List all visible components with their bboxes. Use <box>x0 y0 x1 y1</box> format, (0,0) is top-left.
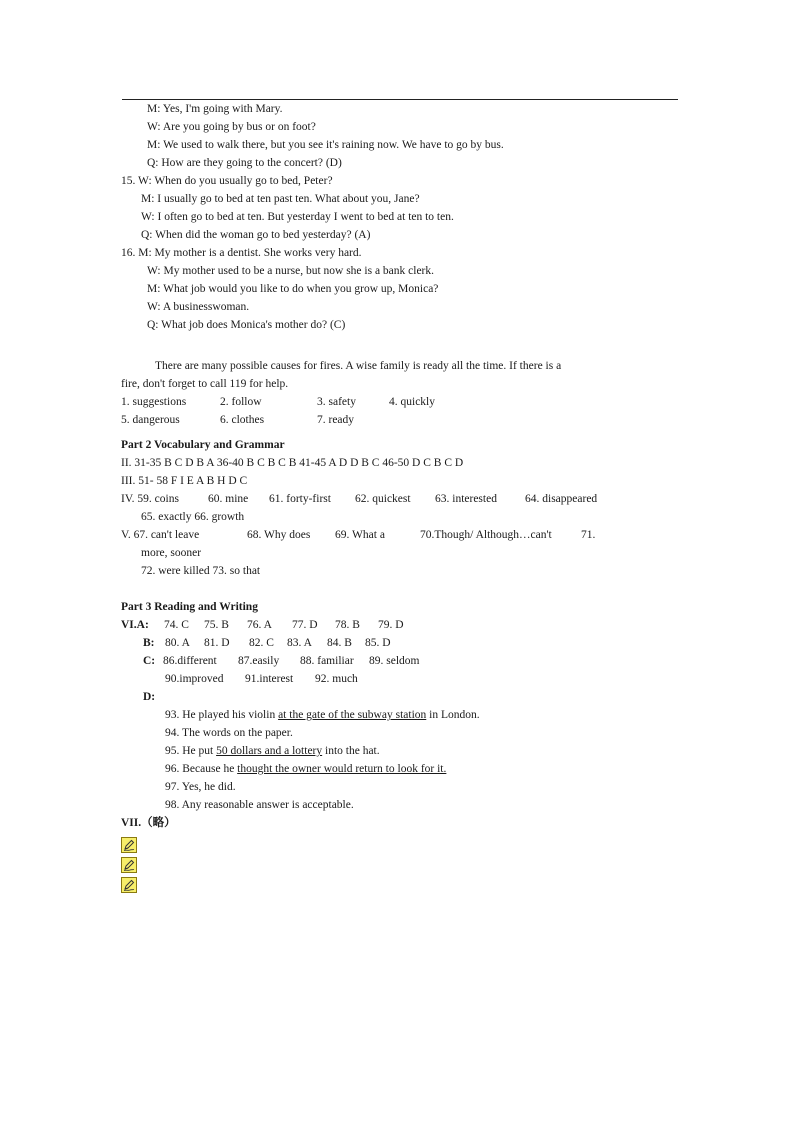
answer-95-tail: into the hat. <box>322 745 380 757</box>
dialogue16-line1: 16. M: My mother is a dentist. She works very hard. <box>121 247 362 259</box>
dialogue15-line3: W: I often go to bed at ten. But yesterday I went to bed at ten to ten. <box>141 211 454 223</box>
pencil-note-icon[interactable] <box>121 837 137 853</box>
d-label: D: <box>143 691 156 703</box>
part2-section-iv-row1 <box>121 492 611 506</box>
dialogue15-question: Q: When did the woman go to bed yesterday? (A) <box>141 229 371 241</box>
b-answer: 84. B <box>327 637 352 649</box>
via-label: VI.A: <box>121 619 149 631</box>
part2-section-ii: II. 31-35 B C D B A 36-40 B C B C B 41-45 A D D B C 46-50 D C B C D <box>121 457 464 469</box>
answer-95-text: 95. He put <box>165 745 217 757</box>
c-answer: 91.interest <box>245 673 294 685</box>
iv-answer: IV. 59. coins <box>121 493 179 505</box>
v-answer: 70.Though/ Although…can't <box>420 529 552 541</box>
fill-answer: 5. dangerous <box>121 414 180 426</box>
dialogue14-question: Q: How are they going to the concert? (D) <box>147 157 342 169</box>
answer-96 <box>165 762 446 776</box>
dialogue14-line1: M: Yes, I'm going with Mary. <box>147 103 283 115</box>
part3-c-row1 <box>143 654 463 668</box>
fill-answer: 3. safety <box>317 396 356 408</box>
v-answer: V. 67. can't leave <box>121 529 200 541</box>
iv-answer: 64. disappeared <box>525 493 598 505</box>
part3-via-row <box>121 618 421 632</box>
answer-94: 94. The words on the paper. <box>165 727 293 739</box>
dialogue16-line3: M: What job would you like to do when you grow up, Monica? <box>147 283 439 295</box>
passage-line1: There are many possible causes for fires. A wise family is ready all the time. If there is a <box>155 360 562 372</box>
answer-97: 97. Yes, he did. <box>165 781 236 793</box>
fill-answer: 7. ready <box>317 414 355 426</box>
dialogue15-line1: 15. W: When do you usually go to bed, Peter? <box>121 175 333 187</box>
v-answer: 68. Why does <box>247 529 311 541</box>
c-answer: 90.improved <box>165 673 224 685</box>
answer-96-underlined: thought the owner would return to look for it. <box>237 763 447 775</box>
b-label: B: <box>143 637 155 649</box>
part3-b-row <box>143 636 443 650</box>
answer-93-text: 93. He played his violin <box>165 709 279 721</box>
answer-95-underlined: 50 dollars and a lottery <box>216 745 323 757</box>
dialogue16-line4: W: A businesswoman. <box>147 301 250 313</box>
part2-section-iii: III. 51- 58 F I E A B H D C <box>121 475 248 487</box>
iv-answer: 60. mine <box>208 493 249 505</box>
v-answer: 69. What a <box>335 529 385 541</box>
via-answer: 79. D <box>378 619 404 631</box>
answer-93-underlined: at the gate of the subway station <box>278 709 427 721</box>
fill-answer: 6. clothes <box>220 414 265 426</box>
c-label: C: <box>143 655 156 667</box>
part3-heading: Part 3 Reading and Writing <box>121 601 258 613</box>
part2-section-v-row1 <box>121 528 611 542</box>
iv-answer: 61. forty-first <box>269 493 331 505</box>
b-answer: 85. D <box>365 637 391 649</box>
answer-96-text: 96. Because he <box>165 763 238 775</box>
via-answer: 77. D <box>292 619 318 631</box>
iv-answer: 63. interested <box>435 493 497 505</box>
part3-c-row2 <box>165 672 465 686</box>
fill-answer: 1. suggestions <box>121 396 187 408</box>
section-vii: VII.（略） <box>121 817 176 829</box>
pencil-note-icon[interactable] <box>121 857 137 873</box>
c-answer: 87.easily <box>238 655 280 667</box>
iv-answer: 62. quickest <box>355 493 411 505</box>
dialogue16-line2: W: My mother used to be a nurse, but now she is a bank clerk. <box>147 265 435 277</box>
c-answer: 88. familiar <box>300 655 354 667</box>
via-answer: 74. C <box>164 619 189 631</box>
part2-section-v-row3: 72. were killed 73. so that <box>141 565 261 577</box>
via-answer: 78. B <box>335 619 360 631</box>
fill-row1 <box>121 395 621 409</box>
b-answer: 82. C <box>249 637 274 649</box>
dialogue16-question: Q: What job does Monica's mother do? (C) <box>147 319 346 331</box>
c-answer: 92. much <box>315 673 358 685</box>
c-answer: 86.different <box>163 655 217 667</box>
answer-95 <box>165 744 380 758</box>
fill-answer: 2. follow <box>220 396 262 408</box>
answer-98: 98. Any reasonable answer is acceptable. <box>165 799 354 811</box>
part2-section-v-row2: more, sooner <box>141 547 202 559</box>
answer-93-tail: in London. <box>426 709 480 721</box>
fill-answer: 4. quickly <box>389 396 435 408</box>
b-answer: 81. D <box>204 637 230 649</box>
header-rule <box>122 99 678 100</box>
b-answer: 80. A <box>165 637 190 649</box>
dialogue15-line2: M: I usually go to bed at ten past ten. What about you, Jane? <box>141 193 420 205</box>
b-answer: 83. A <box>287 637 312 649</box>
passage-line2: fire, don't forget to call 119 for help. <box>121 378 289 390</box>
dialogue14-line3: M: We used to walk there, but you see it's raining now. We have to go by bus. <box>147 139 504 151</box>
answer-93 <box>165 708 480 722</box>
c-answer: 89. seldom <box>369 655 420 667</box>
part2-heading: Part 2 Vocabulary and Grammar <box>121 439 285 451</box>
via-answer: 76. A <box>247 619 272 631</box>
fill-row2 <box>121 413 621 427</box>
via-answer: 75. B <box>204 619 229 631</box>
v-answer: 71. <box>581 529 596 541</box>
dialogue14-line2: W: Are you going by bus or on foot? <box>147 121 316 133</box>
part2-section-iv-row2: 65. exactly 66. growth <box>141 511 245 523</box>
pencil-note-icon[interactable] <box>121 877 137 893</box>
